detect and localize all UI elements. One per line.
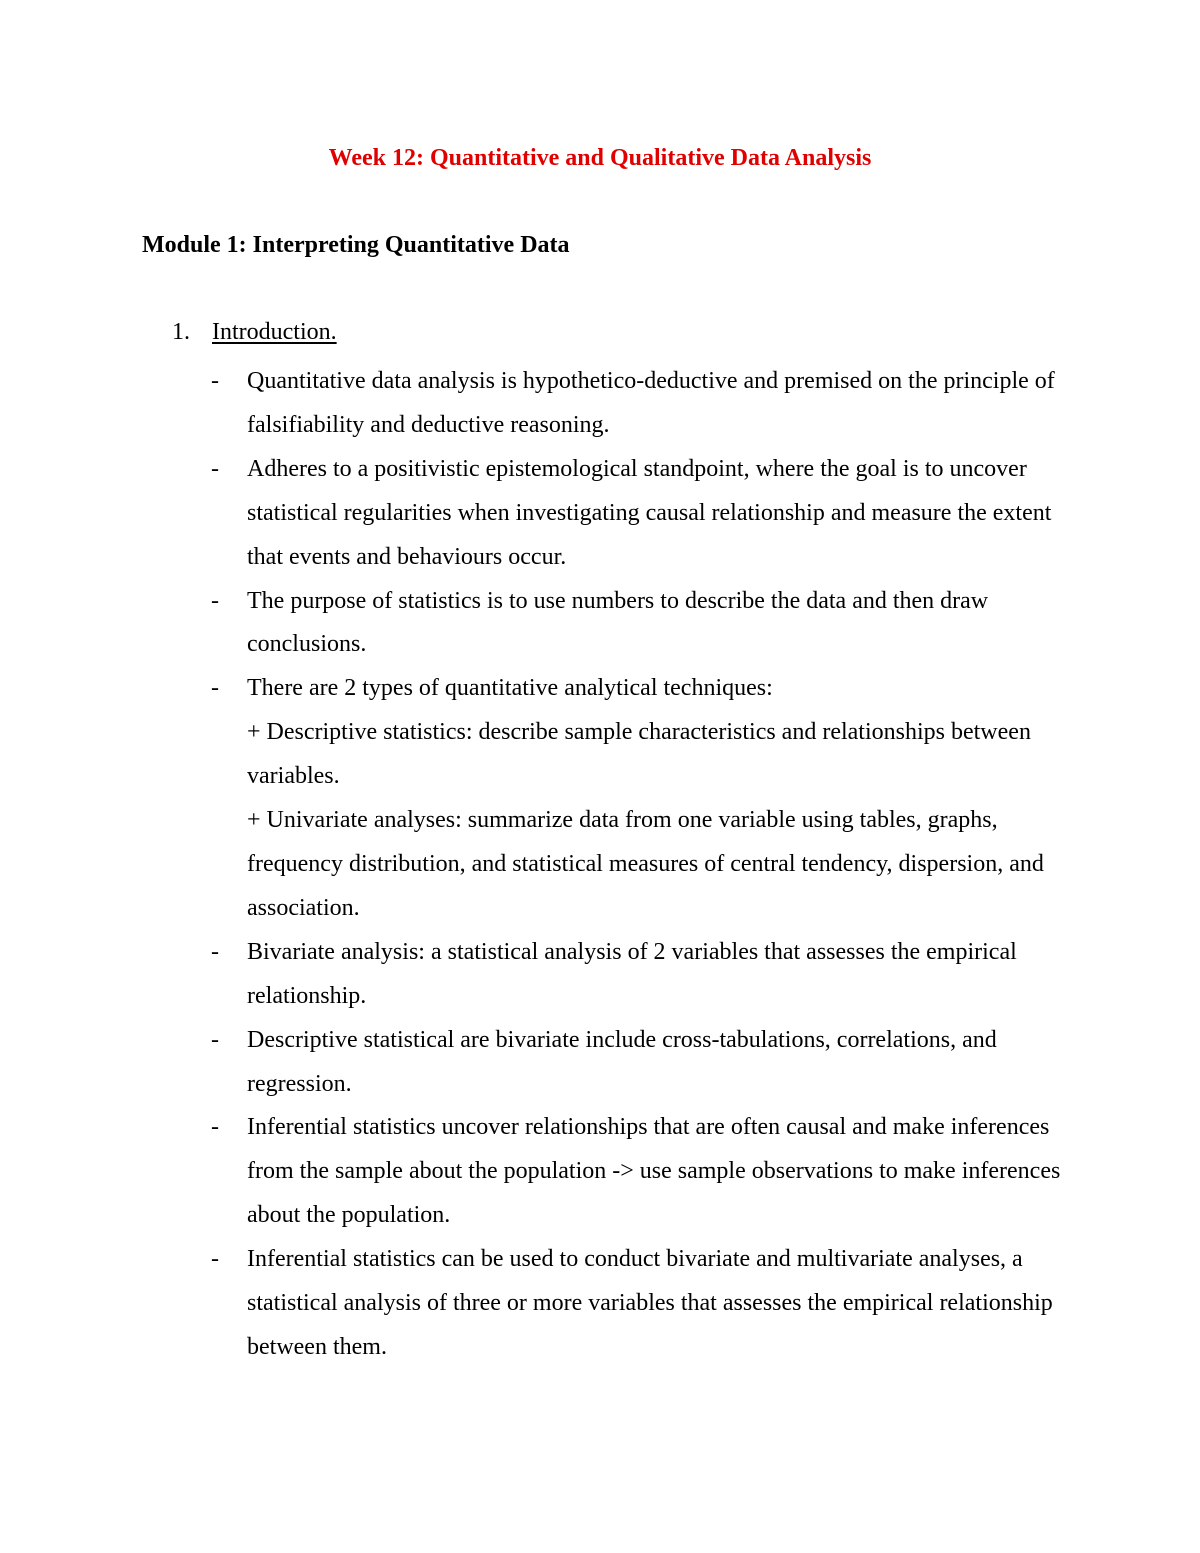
bullet-dash: -	[211, 587, 219, 614]
page-title: Week 12: Quantitative and Qualitative Data Analysis	[328, 145, 872, 171]
bullet-text: Quantitative data analysis is hypothetico-deductive and premised on the principle of falsifiability and deductive reasoning.	[247, 368, 1055, 438]
bullet-dash: -	[211, 938, 219, 965]
module-heading: Module 1: Interpreting Quantitative Data	[142, 232, 570, 258]
bullet-text: Bivariate analysis: a statistical analysis of 2 variables that assesses the empirical relationship.	[247, 938, 1017, 1009]
list-item	[211, 667, 1091, 930]
bullet-text: There are 2 types of quantitative analytical techniques:	[247, 675, 773, 702]
list-item	[211, 580, 1091, 668]
sub-item-univariate-analyses: + Univariate analyses: summarize data from one variable using tables, graphs, frequency distribution, and statistical measures of central tendency, dispersion, and association.	[247, 807, 1044, 921]
bullet-dash: -	[211, 1026, 219, 1053]
section-heading	[172, 314, 337, 350]
bullet-text: Adheres to a positivistic epistemological standpoint, where the goal is to uncover statistical regularities when investigating causal relationship and measure the extent that events and behaviours occur.	[247, 455, 1052, 570]
bullet-text: Inferential statistics uncover relationships that are often causal and make inferences from the sample about the population -> use sample observations to make inferences about the population.	[247, 1114, 1061, 1229]
bullet-dash: -	[211, 455, 219, 482]
list-item	[211, 1238, 1091, 1370]
list-item	[211, 1106, 1091, 1238]
bullet-dash: -	[211, 368, 219, 394]
bullet-text: Inferential statistics can be used to conduct bivariate and multivariate analyses, a statistical analysis of three or more variables that assesses the empirical relationship between them.	[247, 1246, 1053, 1360]
bullet-dash: -	[211, 1246, 219, 1273]
list-item	[211, 448, 1091, 580]
section-label: Introduction.	[212, 319, 337, 345]
bullet-dash: -	[211, 1114, 219, 1141]
list-item	[211, 360, 1091, 448]
sub-item-descriptive-statistics: + Descriptive statistics: describe sample characteristics and relationships between variables.	[247, 719, 1031, 790]
bullet-dash: -	[211, 675, 219, 702]
bullet-text: Descriptive statistical are bivariate include cross-tabulations, correlations, and regression.	[247, 1026, 997, 1097]
bullet-text: The purpose of statistics is to use numbers to describe the data and then draw conclusions.	[247, 587, 989, 658]
list-item	[211, 931, 1091, 1019]
bullet-list	[211, 360, 1091, 1370]
section-number: 1.	[172, 319, 190, 345]
list-item	[211, 1019, 1091, 1107]
